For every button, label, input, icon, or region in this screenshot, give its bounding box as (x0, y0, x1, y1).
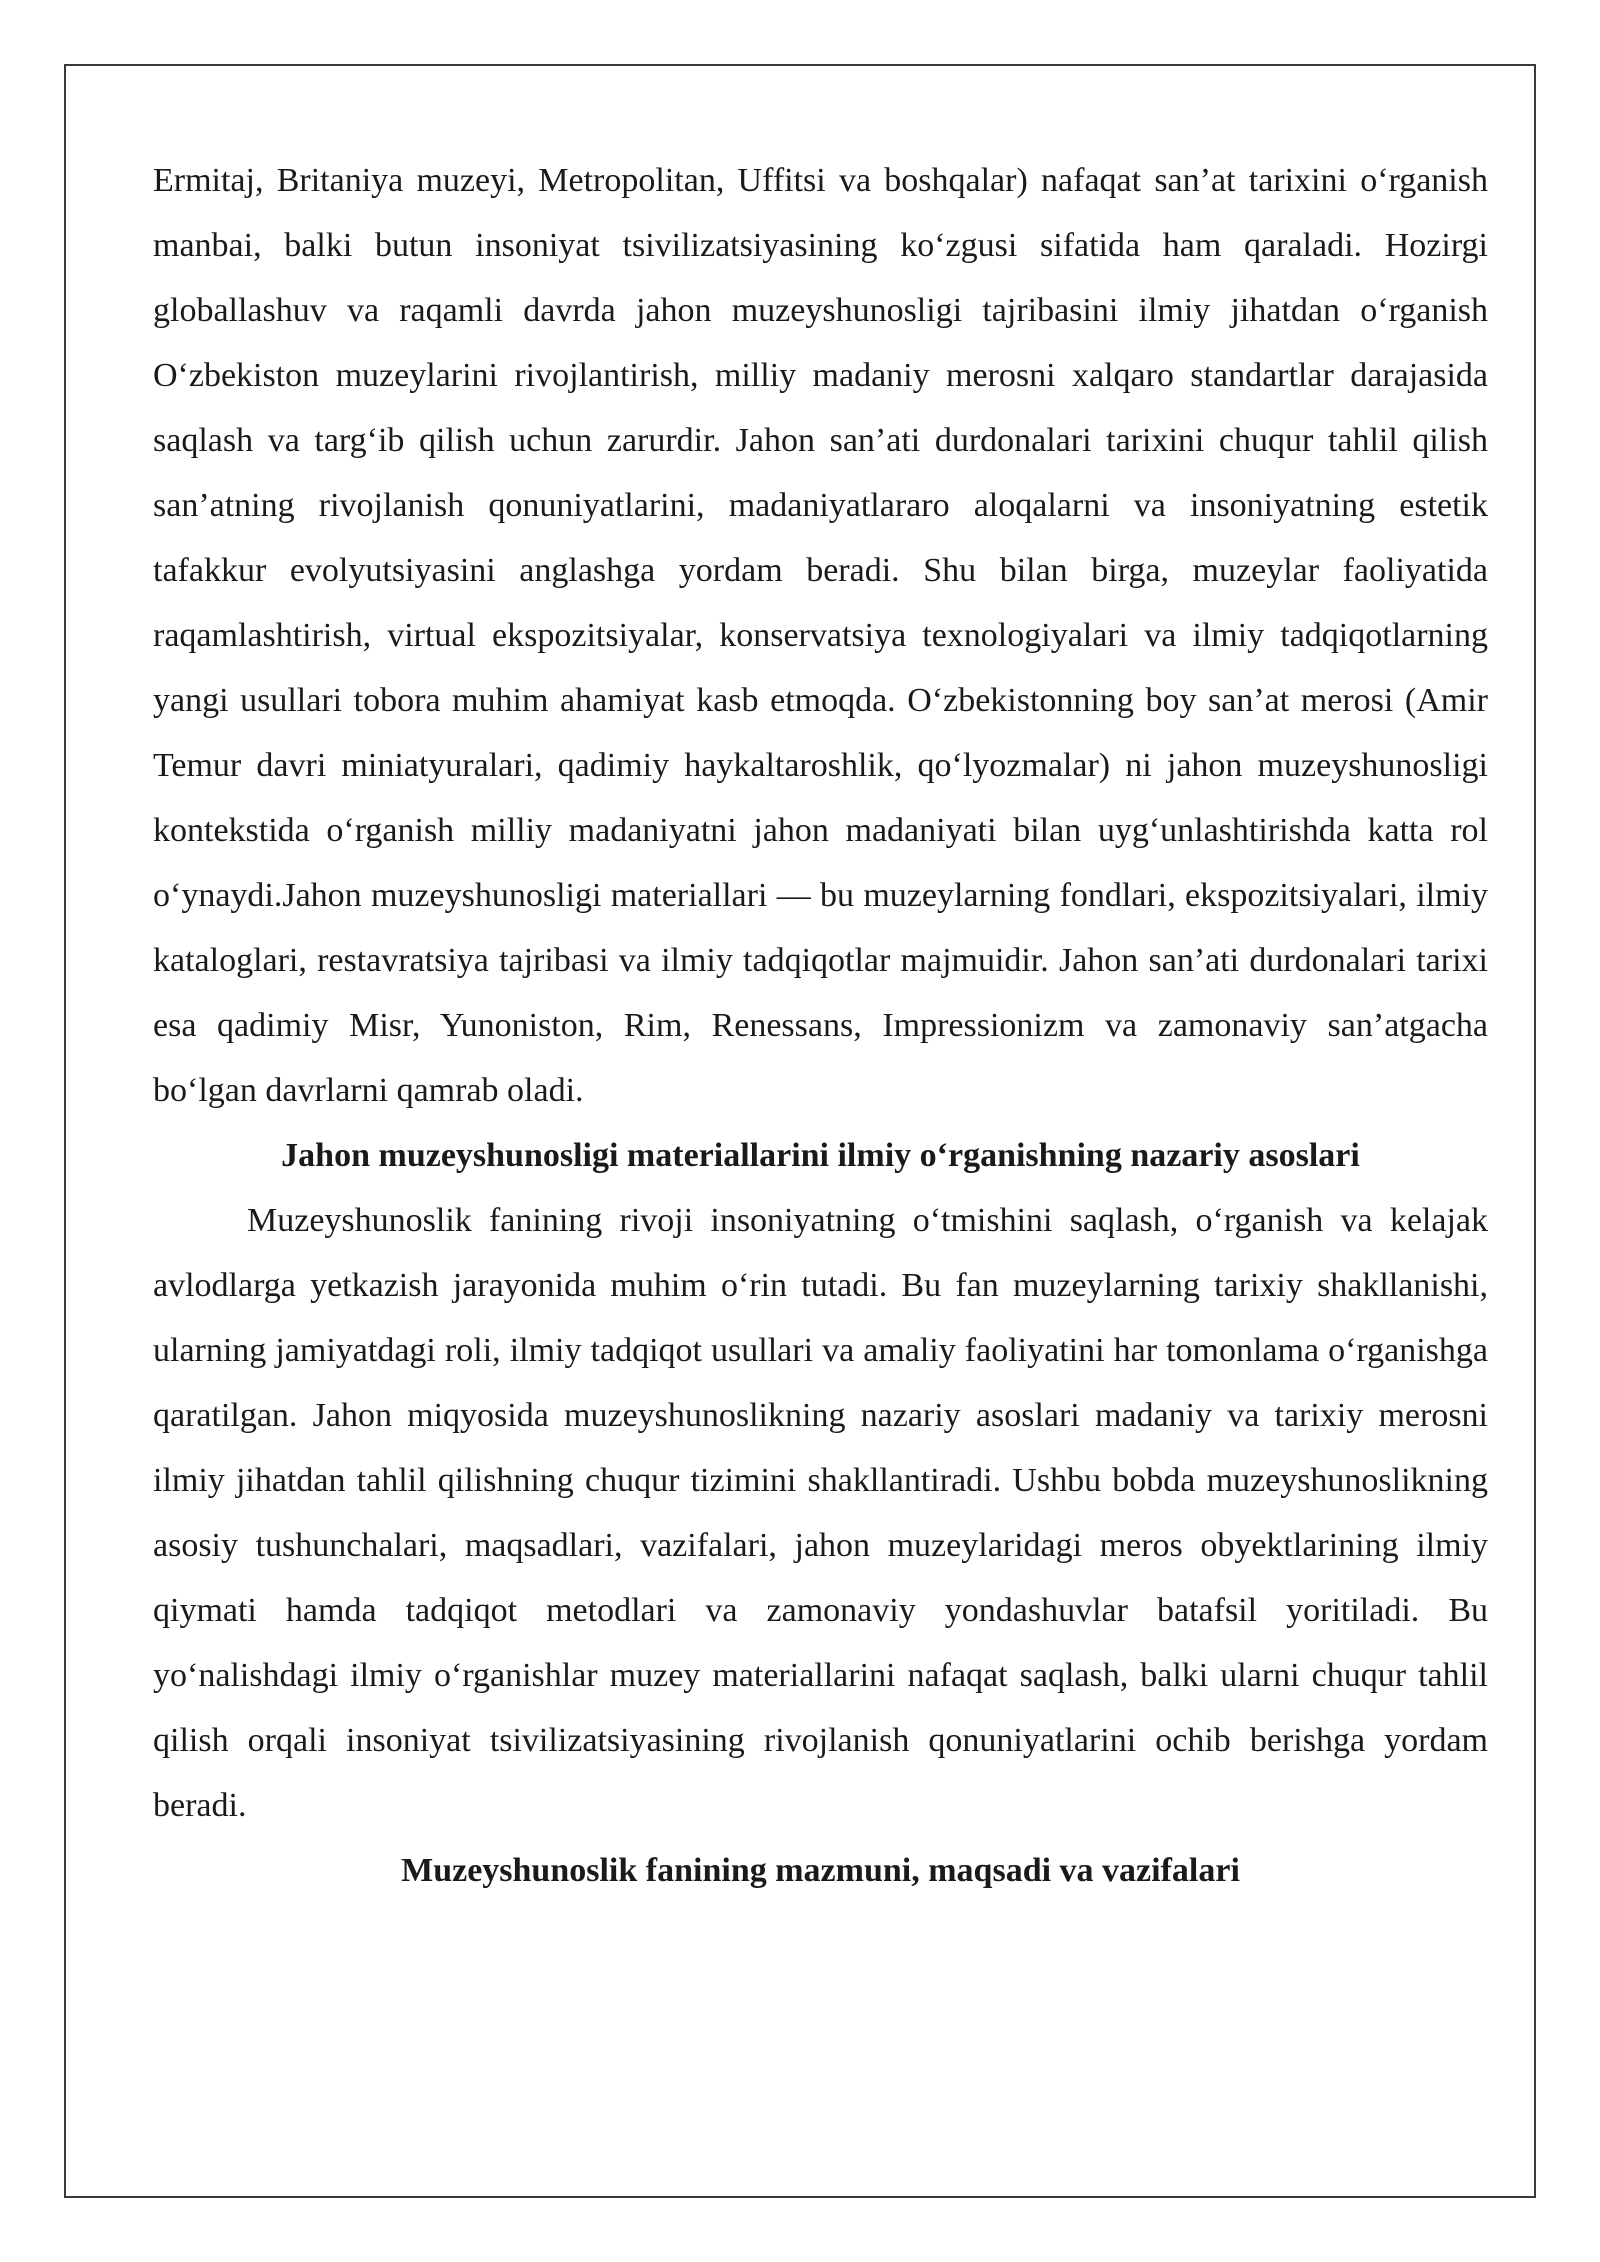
section-heading: Muzeyshunoslik fanining mazmuni, maqsadi va vazifalari (401, 1852, 1240, 1889)
section-heading: Jahon muzeyshunosligi materiallarini ilmiy o‘rganishning nazariy asoslari (281, 1137, 1360, 1174)
paragraph: Muzeyshunoslik fanining rivoji insoniyatning o‘tmishini saqlash, o‘rganish va kelajak avlodlarga yetkazish jarayonida muhim o‘rin tutadi. Bu fan muzeylarning tarixiy shakllanishi, ularning jamiyatdagi roli, ilmiy tadqiqot usullari va amaliy faoliyatini har tomonlama o‘rganishga qaratilgan. Jahon miqyosida muzeyshunoslikning nazariy asoslari madaniy va tarixiy merosni ilmiy jihatdan tahlil qilishning chuqur tizimini shakllantiradi. Ushbu bobda muzeyshunoslikning asosiy tushunchalari, maqsadlari, vazifalari, jahon muzeylaridagi meros obyektlarining ilmiy qiymati hamda tadqiqot metodlari va zamonaviy yondashuvlar batafsil yoritiladi. Bu yo‘nalishdagi ilmiy o‘rganishlar muzey materiallarini nafaqat saqlash, balki ularni chuqur tahlil qilish orqali insoniyat tsivilizatsiyasining rivojlanish qonuniyatlarini ochib berishga yordam beradi. (153, 1202, 1488, 1824)
paragraph: Ermitaj, Britaniya muzeyi, Metropolitan, Uffitsi va boshqalar) nafaqat san’at tarixini o‘rganish manbai, balki butun insoniyat tsivilizatsiyasining ko‘zgusi sifatida ham qaraladi. Hozirgi globallashuv va raqamli davrda jahon muzeyshunosligi tajribasini ilmiy jihatdan o‘rganish O‘zbekiston muzeylarini rivojlantirish, milliy madaniy merosni xalqaro standartlar darajasida saqlash va targ‘ib qilish uchun zarurdir. Jahon san’ati durdonalari tarixini chuqur tahlil qilish san’atning rivojlanish qonuniyatlarini, madaniyatlararo aloqalarni va insoniyatning estetik tafakkur evolyutsiyasini anglashga yordam beradi. Shu bilan birga, muzeylar faoliyatida raqamlashtirish, virtual ekspozitsiyalar, konservatsiya texnologiyalari va ilmiy tadqiqotlarning yangi usullari tobora muhim ahamiyat kasb etmoqda. O‘zbekistonning boy san’at merosi (Amir Temur davri miniatyuralari, qadimiy haykaltaroshlik, qo‘lyozmalar) ni jahon muzeyshunosligi kontekstida o‘rganish milliy madaniyatni jahon madaniyati bilan uyg‘unlashtirishda katta rol o‘ynaydi.Jahon muzeyshunosligi materiallari — bu muzeylarning fondlari, ekspozitsiyalari, ilmiy kataloglari, restavratsiya tajribasi va ilmiy tadqiqotlar majmuidir. Jahon san’ati durdonalari tarixi esa qadimiy Misr, Yunoniston, Rim, Renessans, Impressionizm va zamonaviy san’atgacha bo‘lgan davrlarni qamrab oladi. (153, 162, 1488, 1109)
document-body (153, 148, 1488, 1903)
